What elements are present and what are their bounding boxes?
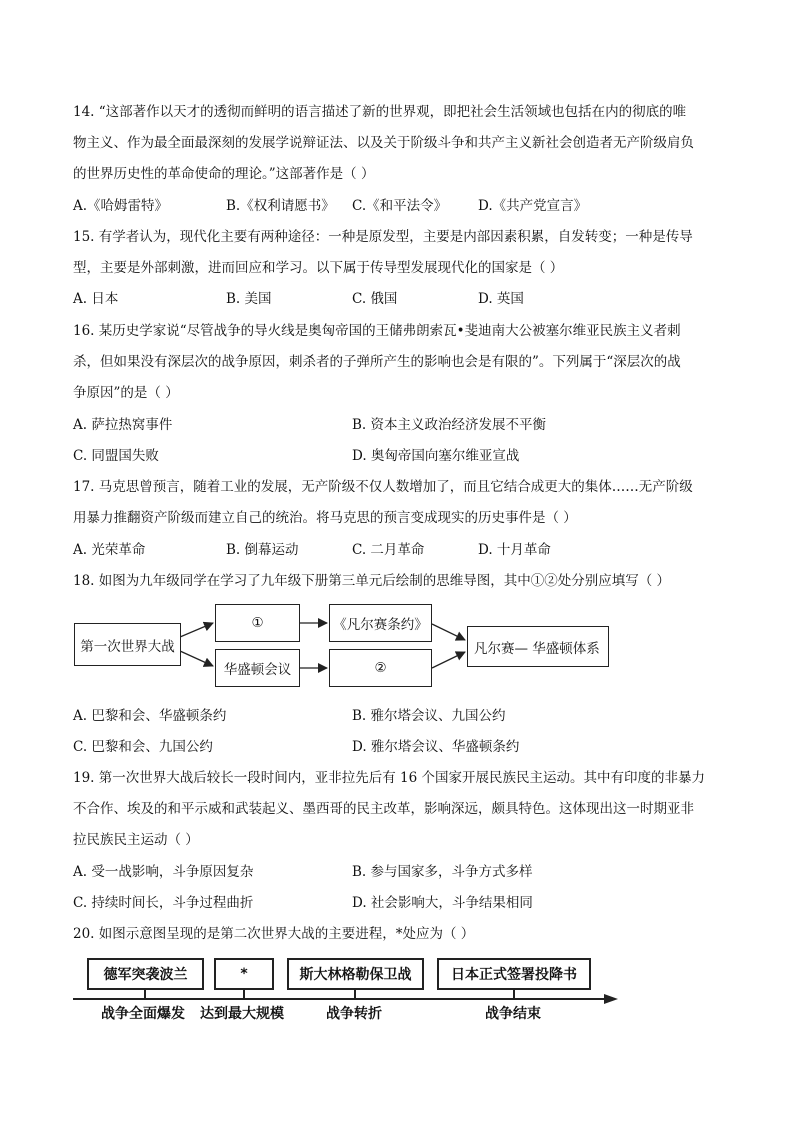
q18-option-c: C. 巴黎和会、九国公约 — [73, 739, 213, 755]
q14-option-c: C.《和平法令》 — [352, 198, 448, 214]
q14-line-1: 14. “这部著作以天才的透彻而鲜明的语言描述了新的世界观，即把社会生活领域也包括在内的彻底的唯 — [73, 104, 687, 120]
box-versailles-washington-system: 凡尔赛— 华盛顿体系 — [467, 626, 609, 667]
box-blank-1: ① — [215, 604, 300, 642]
q17-option-a: A. 光荣革命 — [73, 542, 146, 558]
q19-line-2: 不合作、埃及的和平示威和武装起义、墨西哥的民主改革，影响深远，颇具特色。这体现出这一时期亚非 — [73, 801, 694, 817]
q15-option-a: A. 日本 — [73, 291, 119, 307]
box-blank-2: ② — [329, 649, 432, 687]
q17-option-c: C. 二月革命 — [352, 542, 425, 558]
q16-line-2: 杀，但如果没有深层次的战争原因，刺杀者的子弹所产生的影响也会是有限的”。下列属于“深层次的战 — [73, 354, 681, 370]
q15-line-2: 型，主要是外部刺激，进而回应和学习。以下属于传导型发展现代化的国家是（ ） — [73, 260, 564, 276]
stage-max-scale: 达到最大规模 — [200, 1006, 284, 1022]
q15-option-c: C. 俄国 — [352, 291, 398, 307]
q16-option-b: B. 资本主义政治经济发展不平衡 — [352, 417, 547, 433]
q17-line-1: 17. 马克思曾预言，随着工业的发展，无产阶级不仅人数增加了，而且它结合成更大的集体……无产阶级 — [73, 479, 693, 495]
q16-option-c: C. 同盟国失败 — [73, 448, 159, 464]
q19-line-3: 拉民族民主运动（ ） — [73, 832, 199, 848]
q14-option-b: B.《权利请愿书》 — [226, 198, 335, 214]
q18-option-b: B. 雅尔塔会议、九国公约 — [352, 708, 506, 724]
q18-option-d: D. 雅尔塔会议、华盛顿条约 — [352, 739, 520, 755]
q17-option-b: B. 倒幕运动 — [226, 542, 299, 558]
q19-option-d: D. 社会影响大，斗争结果相同 — [352, 895, 533, 911]
box-versailles-treaty: 《凡尔赛条约》 — [329, 604, 432, 642]
q18-line-1: 18. 如图为九年级同学在学习了九年级下册第三单元后绘制的思维导图，其中①②处分别应填写（ ） — [73, 573, 671, 589]
q14-option-a: A.《哈姆雷特》 — [73, 198, 169, 214]
event-japan-surrender: 日本正式签署投降书 — [437, 958, 591, 990]
event-blank-star: * — [214, 958, 274, 990]
q17-line-2: 用暴力推翻资产阶级而建立自己的统治。将马克思的预言变成现实的历史事件是（ ） — [73, 510, 577, 526]
stage-turning-point: 战争转折 — [326, 1006, 382, 1022]
q18-option-a: A. 巴黎和会、华盛顿条约 — [73, 708, 227, 724]
q16-line-3: 争原因”的是（ ） — [73, 385, 179, 401]
q14-line-3: 的世界历史性的革命使命的理论。”这部著作是（ ） — [73, 166, 375, 182]
q16-line-1: 16. 某历史学家说“尽管战争的导火线是奥匈帝国的王储弗朗索瓦•斐迪南大公被塞尔维亚民族主义者刺 — [73, 323, 681, 339]
q19-option-b: B. 参与国家多，斗争方式多样 — [352, 864, 533, 880]
q15-option-b: B. 美国 — [226, 291, 272, 307]
q16-option-a: A. 萨拉热窝事件 — [73, 417, 173, 433]
q14-line-2: 物主义、作为最全面最深刻的发展学说辩证法、以及关于阶级斗争和共产主义新社会创造者无产阶级肩负 — [73, 135, 694, 151]
stage-full-outbreak: 战争全面爆发 — [101, 1006, 185, 1022]
q19-line-1: 19. 第一次世界大战后较长一段时间内，亚非拉先后有 16 个国家开展民族民主运动。其中有印度的非暴力 — [73, 770, 706, 786]
stage-war-end: 战争结束 — [485, 1006, 541, 1022]
q19-option-c: C. 持续时间长，斗争过程曲折 — [73, 895, 254, 911]
box-washington-conference: 华盛顿会议 — [215, 649, 300, 687]
q16-option-d: D. 奥匈帝国向塞尔维亚宣战 — [352, 448, 520, 464]
event-stalingrad: 斯大林格勒保卫战 — [287, 958, 424, 990]
q14-option-d: D.《共产党宣言》 — [478, 198, 588, 214]
q17-option-d: D. 十月革命 — [478, 542, 551, 558]
q19-option-a: A. 受一战影响，斗争原因复杂 — [73, 864, 254, 880]
q15-line-1: 15. 有学者认为，现代化主要有两种途径：一种是原发型，主要是内部因素积累，自发转变；一种是传导 — [73, 229, 693, 245]
q15-option-d: D. 英国 — [478, 291, 524, 307]
q20-line-1: 20. 如图示意图呈现的是第二次世界大战的主要进程，*处应为（ ） — [73, 926, 475, 942]
box-first-world-war: 第一次世界大战 — [74, 623, 181, 666]
timeline-arrowhead — [604, 994, 618, 1004]
event-germany-invades-poland: 德军突袭波兰 — [87, 958, 204, 990]
